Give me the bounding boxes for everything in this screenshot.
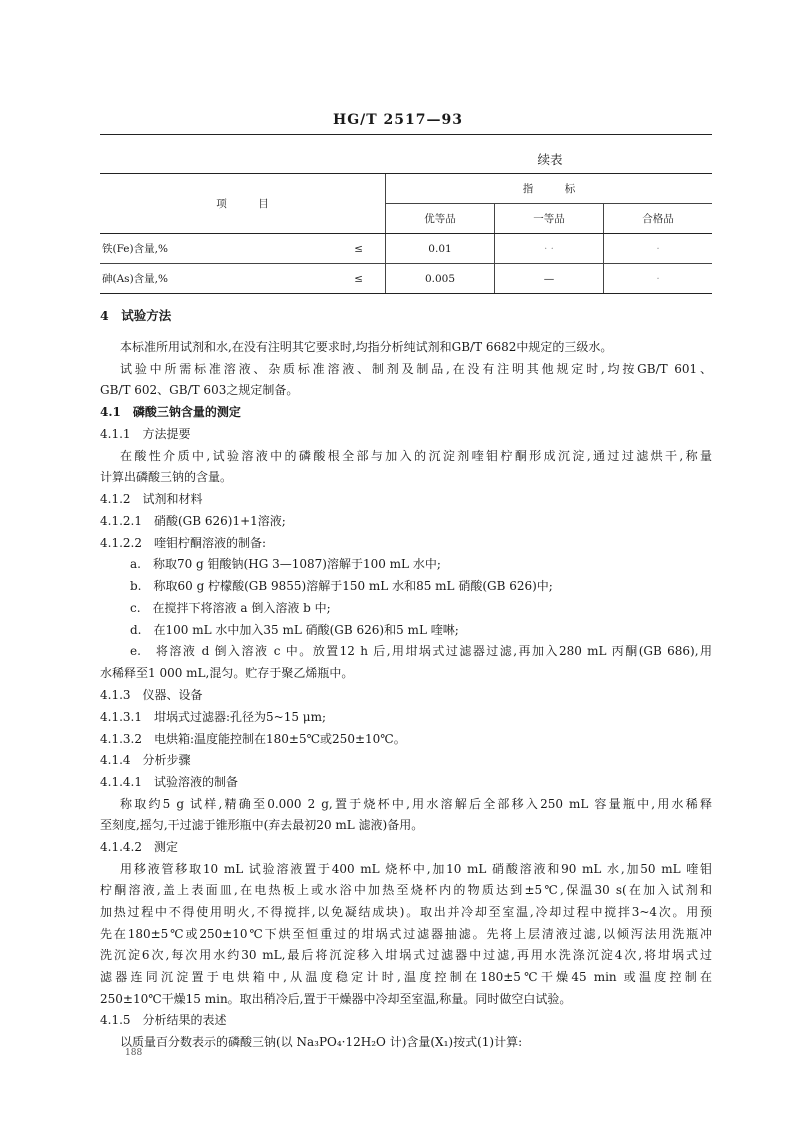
paragraph-line: 在酸性介质中,试验溶液中的磷酸根全部与加入的沉淀剂喹钼柠酮形成沉淀,通过过滤烘干,称量 <box>120 449 712 463</box>
item-header: 项 目 <box>100 174 386 234</box>
paragraph-line: 加热过程中不得使用明火,不得搅拌,以免凝结成块)。取出并冷却至室温,冷却过程中搅拌3~4次。用预 <box>100 905 712 919</box>
list-item: d. 在100 mL 水中加入35 mL 硝酸(GB 626)和5 mL 喹啉; <box>130 623 459 637</box>
grade-header: 一等品 <box>495 204 604 234</box>
table-continued-label: 续表 <box>537 152 563 167</box>
row-value: — <box>495 264 604 294</box>
paragraph-line: 250±10℃干燥15 min。取出稍冷后,置于干燥器中冷却至室温,称量。同时做空白试验。 <box>100 992 572 1006</box>
clause-line: 4.1.2.1 硝酸(GB 626)1+1溶液; <box>100 514 286 528</box>
paragraph-line: 称取约5 g 试样,精确至0.000 2 g,置于烧杯中,用水溶解后全部移入250 mL 容量瓶中,用水稀释 <box>120 797 712 811</box>
row-item: 铁(Fe)含量,% <box>100 234 335 264</box>
index-header: 指 标 <box>386 174 713 204</box>
list-item: a. 称取70 g 钼酸钠(HG 3—1087)溶解于100 mL 水中; <box>130 557 441 571</box>
subsection-heading: 4.1.1 方法提要 <box>100 427 191 441</box>
grade-header: 优等品 <box>386 204 495 234</box>
paragraph-line: 以质量百分数表示的磷酸三钠(以 Na₃PO₄·12H₂O 计)含量(X₁)按式(1)计算: <box>120 1035 523 1049</box>
paragraph-line: 试验中所需标准溶液、杂质标准溶液、制剂及制品,在没有注明其他规定时,均按GB/T 601、 <box>120 362 712 376</box>
row-value: · · <box>495 234 604 264</box>
row-value: 0.01 <box>386 234 495 264</box>
paragraph-line: 先在180±5℃或250±10℃下烘至恒重过的坩埚式过滤器抽滤。先将上层清液过滤,以倾泻法用洗瓶冲 <box>100 927 712 941</box>
list-item: e. 将溶液 d 倒入溶液 c 中。放置12 h 后,用坩埚式过滤器过滤,再加入280 mL 丙酮(GB 686),用 <box>130 644 712 658</box>
subsection-heading: 4.1 磷酸三钠含量的测定 <box>100 405 241 419</box>
row-symbol: ≤ <box>335 264 386 294</box>
paragraph-line: 用移液管移取10 mL 试验溶液置于400 mL 烧杯中,加10 mL 硝酸溶液和90 mL 水,加50 mL 喹钼 <box>120 862 712 876</box>
subsection-heading: 4.1.5 分析结果的表述 <box>100 1013 227 1027</box>
page-number: 188 <box>125 1048 143 1058</box>
standard-code: HG/T 2517—93 <box>332 112 464 128</box>
clause-line: 4.1.2.2 喹钼柠酮溶液的制备: <box>100 536 267 550</box>
header-rule <box>100 134 712 135</box>
row-item: 砷(As)含量,% <box>100 264 335 294</box>
clause-line: 4.1.4.1 试验溶液的制备 <box>100 775 238 789</box>
paragraph-line: 至刻度,摇匀,干过滤于锥形瓶中(弃去最初20 mL 滤液)备用。 <box>100 818 424 832</box>
paragraph-line: 水稀释至1 000 mL,混匀。贮存于聚乙烯瓶中。 <box>100 666 354 680</box>
table-header-row <box>100 174 712 204</box>
subsection-heading: 4.1.3 仪器、设备 <box>100 688 203 702</box>
subsection-heading: 4.1.4 分析步骤 <box>100 753 191 767</box>
clause-line: 4.1.3.2 电烘箱:温度能控制在180±5℃或250±10℃。 <box>100 732 406 746</box>
paragraph-line: 本标准所用试剂和水,在没有注明其它要求时,均指分析纯试剂和GB/T 6682中规定的三级水。 <box>120 340 613 354</box>
grade-header: 合格品 <box>604 204 713 234</box>
paragraph-line: 柠酮溶液,盖上表面皿,在电热板上或水浴中加热至烧杯内的物质达到±5℃,保温30 s(在加入试剂和 <box>100 883 712 897</box>
paragraph-line: 计算出磷酸三钠的含量。 <box>100 470 233 484</box>
paragraph-line: 洗沉淀6次,每次用水约30 mL,最后将沉淀移入坩埚式过滤器中过滤,再用水洗涤沉淀4次,将坩埚式过 <box>100 948 712 962</box>
clause-line: 4.1.4.2 测定 <box>100 840 178 854</box>
paragraph-line: GB/T 602、GB/T 603之规定制备。 <box>100 383 299 397</box>
table-row <box>100 234 712 264</box>
row-symbol: ≤ <box>335 234 386 264</box>
paragraph-line: 滤器连同沉淀置于电烘箱中,从温度稳定计时,温度控制在180±5℃干燥45 min 或温度控制在 <box>100 970 712 984</box>
row-value: · <box>604 264 713 294</box>
row-value: · <box>604 234 713 264</box>
spec-table <box>100 173 712 294</box>
list-item: b. 称取60 g 柠檬酸(GB 9855)溶解于150 mL 水和85 mL 硝酸(GB 626)中; <box>130 579 553 593</box>
subsection-heading: 4.1.2 试剂和材料 <box>100 492 203 506</box>
table-row <box>100 264 712 294</box>
section-heading: 4 试验方法 <box>100 308 172 323</box>
clause-line: 4.1.3.1 坩埚式过滤器:孔径为5~15 μm; <box>100 710 327 724</box>
list-item: c. 在搅拌下将溶液 a 倒入溶液 b 中; <box>130 601 331 615</box>
row-value: 0.005 <box>386 264 495 294</box>
